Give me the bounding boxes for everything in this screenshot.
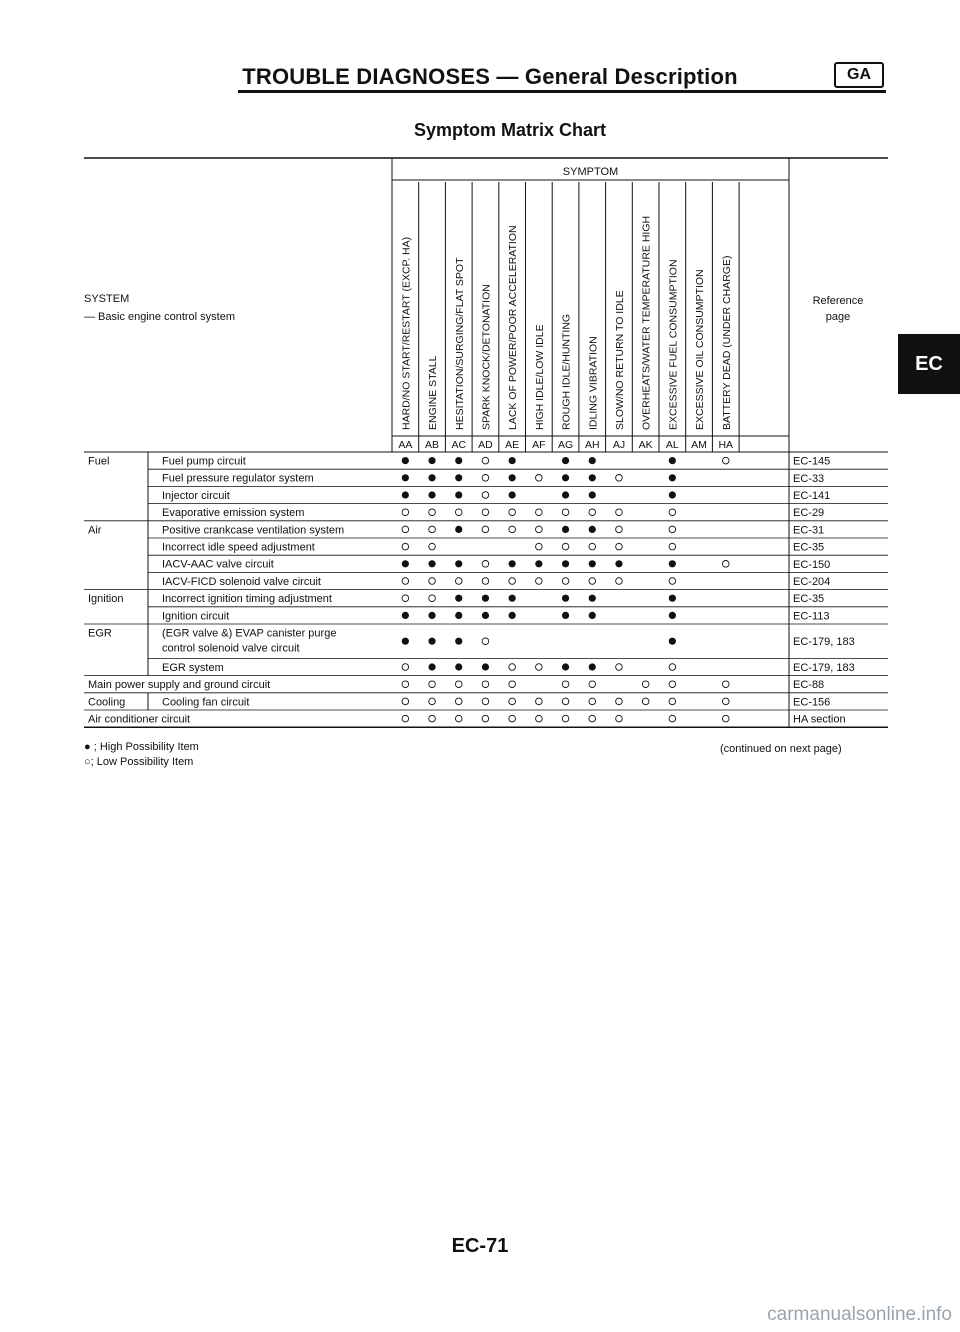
low-possibility-mark <box>562 698 569 705</box>
high-possibility-mark <box>669 612 676 619</box>
symptom-column-header: HIGH IDLE/LOW IDLE <box>533 324 546 430</box>
high-possibility-mark <box>455 612 462 619</box>
low-possibility-mark <box>482 681 489 688</box>
high-possibility-mark <box>509 491 516 498</box>
low-possibility-mark <box>562 543 569 550</box>
low-possibility-mark <box>482 715 489 722</box>
low-possibility-mark <box>722 457 729 464</box>
page-number: EC-71 <box>451 1235 509 1257</box>
symptom-code: AF <box>532 439 546 451</box>
low-possibility-mark <box>669 698 676 705</box>
high-possibility-mark <box>535 560 542 567</box>
high-possibility-mark <box>428 474 435 481</box>
high-possibility-mark <box>669 474 676 481</box>
legend-high-possibility: ● ; High Possibility Item <box>84 741 199 753</box>
low-possibility-mark <box>669 715 676 722</box>
low-possibility-mark <box>455 715 462 722</box>
low-possibility-mark <box>429 509 436 516</box>
low-possibility-mark <box>482 698 489 705</box>
reference-page: EC-141 <box>793 490 831 502</box>
low-possibility-mark <box>455 698 462 705</box>
high-possibility-mark <box>455 638 462 645</box>
low-possibility-mark <box>482 561 489 568</box>
high-possibility-mark <box>562 474 569 481</box>
low-possibility-mark <box>616 526 623 533</box>
system-group-label: Ignition <box>88 593 124 606</box>
system-item-label: (EGR valve &) EVAP canister purge <box>162 627 337 640</box>
low-possibility-mark <box>616 578 623 585</box>
low-possibility-mark <box>509 715 516 722</box>
high-possibility-mark <box>562 457 569 464</box>
low-possibility-mark <box>482 578 489 585</box>
low-possibility-mark <box>589 543 596 550</box>
low-possibility-mark <box>402 681 409 688</box>
system-item-label: Fuel pump circuit <box>162 455 246 468</box>
high-possibility-mark <box>402 491 409 498</box>
high-possibility-mark <box>482 595 489 602</box>
low-possibility-mark <box>402 664 409 671</box>
symptom-header: SYMPTOM <box>562 166 619 178</box>
low-possibility-mark <box>402 578 409 585</box>
system-item-label: control solenoid valve circuit <box>162 642 300 655</box>
low-possibility-mark <box>616 475 623 482</box>
low-possibility-mark <box>402 715 409 722</box>
high-possibility-mark <box>562 595 569 602</box>
low-possibility-mark <box>536 698 543 705</box>
symptom-code: AK <box>638 439 653 451</box>
low-possibility-mark <box>482 509 489 516</box>
page-header-title: TROUBLE DIAGNOSES — General Description <box>242 64 738 89</box>
system-group-label: EGR <box>88 627 112 640</box>
section-side-tab: EC <box>898 334 960 394</box>
system-item-label: IACV-AAC valve circuit <box>162 558 274 571</box>
low-possibility-mark <box>722 681 729 688</box>
symptom-column-header: ENGINE STALL <box>427 355 440 430</box>
low-possibility-mark <box>616 664 623 671</box>
high-possibility-mark <box>615 560 622 567</box>
high-possibility-mark <box>428 638 435 645</box>
low-possibility-mark <box>616 509 623 516</box>
symptom-column-header: LACK OF POWER/POOR ACCELERATION <box>507 225 520 430</box>
symptom-code: AA <box>398 439 413 451</box>
low-possibility-mark <box>669 526 676 533</box>
high-possibility-mark <box>509 612 516 619</box>
system-sublabel: — Basic engine control system <box>84 311 236 323</box>
system-item-label: Incorrect idle speed adjustment <box>162 541 315 554</box>
high-possibility-mark <box>402 612 409 619</box>
high-possibility-mark <box>402 474 409 481</box>
high-possibility-mark <box>589 595 596 602</box>
low-possibility-mark <box>562 715 569 722</box>
high-possibility-mark <box>428 612 435 619</box>
high-possibility-mark <box>428 491 435 498</box>
high-possibility-mark <box>669 491 676 498</box>
reference-page: EC-145 <box>793 455 831 468</box>
low-possibility-mark <box>669 578 676 585</box>
low-possibility-mark <box>536 664 543 671</box>
high-possibility-mark <box>455 595 462 602</box>
high-possibility-mark <box>562 491 569 498</box>
system-group-label: Air <box>88 524 102 537</box>
symptom-code: AG <box>557 439 574 451</box>
low-possibility-mark <box>402 595 409 602</box>
reference-page: EC-179, 183 <box>793 662 855 674</box>
high-possibility-mark <box>562 560 569 567</box>
low-possibility-mark <box>482 638 489 645</box>
low-possibility-mark <box>482 492 489 499</box>
reference-page: EC-35 <box>793 593 825 606</box>
low-possibility-mark <box>509 526 516 533</box>
high-possibility-mark <box>455 474 462 481</box>
high-possibility-mark <box>669 595 676 602</box>
symptom-code: AH <box>584 439 600 451</box>
high-possibility-mark <box>589 491 596 498</box>
low-possibility-mark <box>536 578 543 585</box>
continued-note: (continued on next page) <box>720 743 842 755</box>
chart-title: Symptom Matrix Chart <box>413 120 607 140</box>
system-item-label: Positive crankcase ventilation system <box>162 524 345 537</box>
low-possibility-mark <box>722 698 729 705</box>
low-possibility-mark <box>669 681 676 688</box>
high-possibility-mark <box>428 560 435 567</box>
reference-page: EC-150 <box>793 558 831 571</box>
low-possibility-mark <box>536 715 543 722</box>
low-possibility-mark <box>482 457 489 464</box>
low-possibility-mark <box>429 543 436 550</box>
system-group-label: Main power supply and ground circuit <box>88 679 271 692</box>
low-possibility-mark <box>509 509 516 516</box>
system-item-label: EGR system <box>162 661 224 674</box>
symptom-code: AC <box>451 439 467 451</box>
system-item-label: Injector circuit <box>162 489 230 502</box>
reference-page: EC-88 <box>793 679 825 692</box>
low-possibility-mark <box>616 715 623 722</box>
low-possibility-mark <box>589 509 596 516</box>
symptom-code: AM <box>691 439 707 451</box>
low-possibility-mark <box>562 681 569 688</box>
low-possibility-mark <box>509 698 516 705</box>
symptom-code: AB <box>425 439 440 451</box>
high-possibility-mark <box>589 474 596 481</box>
symptom-code: AD <box>478 439 493 451</box>
low-possibility-mark <box>642 698 649 705</box>
low-possibility-mark <box>536 526 543 533</box>
low-possibility-mark <box>455 681 462 688</box>
low-possibility-mark <box>402 698 409 705</box>
reference-page: EC-179, 183 <box>793 636 855 649</box>
high-possibility-mark <box>455 663 462 670</box>
reference-label-page: page <box>825 311 851 323</box>
symptom-column-header: EXCESSIVE FUEL CONSUMPTION <box>667 259 680 430</box>
high-possibility-mark <box>428 663 435 670</box>
low-possibility-mark <box>536 509 543 516</box>
low-possibility-mark <box>669 664 676 671</box>
low-possibility-mark <box>402 543 409 550</box>
system-item-label: Ignition circuit <box>162 610 230 623</box>
low-possibility-mark <box>722 561 729 568</box>
high-possibility-mark <box>509 457 516 464</box>
low-possibility-mark <box>669 543 676 550</box>
low-possibility-mark <box>722 715 729 722</box>
high-possibility-mark <box>669 457 676 464</box>
high-possibility-mark <box>428 457 435 464</box>
low-possibility-mark <box>616 698 623 705</box>
symptom-column-header: HARD/NO START/RESTART (EXCP. HA) <box>400 236 413 430</box>
symptom-column-header: EXCESSIVE OIL CONSUMPTION <box>694 269 707 430</box>
reference-page: EC-35 <box>793 541 825 554</box>
low-possibility-mark <box>616 543 623 550</box>
low-possibility-mark <box>429 698 436 705</box>
system-group-label: Fuel <box>88 455 110 468</box>
low-possibility-mark <box>429 681 436 688</box>
symptom-column-header: IDLING VIBRATION <box>587 336 600 430</box>
low-possibility-mark <box>589 715 596 722</box>
system-item-label: Incorrect ignition timing adjustment <box>162 593 332 606</box>
high-possibility-mark <box>455 526 462 533</box>
high-possibility-mark <box>509 474 516 481</box>
watermark: carmanualsonline.info <box>767 1304 952 1325</box>
symptom-column-header: BATTERY DEAD (UNDER CHARGE) <box>720 255 733 430</box>
symptom-code: AE <box>505 439 520 451</box>
high-possibility-mark <box>509 560 516 567</box>
legend <box>84 740 199 770</box>
low-possibility-mark <box>429 578 436 585</box>
high-possibility-mark <box>589 612 596 619</box>
system-item-label: Fuel pressure regulator system <box>162 472 314 485</box>
high-possibility-mark <box>589 457 596 464</box>
reference-page: EC-204 <box>793 576 831 588</box>
low-possibility-mark <box>429 715 436 722</box>
high-possibility-mark <box>669 560 676 567</box>
reference-page: HA section <box>793 713 846 726</box>
legend-low-possibility: ○; Low Possibility Item <box>84 756 194 768</box>
high-possibility-mark <box>562 612 569 619</box>
low-possibility-mark <box>562 509 569 516</box>
symptom-column-header: SLOW/NO RETURN TO IDLE <box>613 290 626 430</box>
low-possibility-mark <box>589 578 596 585</box>
reference-page: EC-156 <box>793 696 831 709</box>
low-possibility-mark <box>509 578 516 585</box>
reference-page: EC-33 <box>793 472 825 485</box>
high-possibility-mark <box>482 612 489 619</box>
high-possibility-mark <box>402 638 409 645</box>
low-possibility-mark <box>455 509 462 516</box>
low-possibility-mark <box>669 509 676 516</box>
symptom-column-header: ROUGH IDLE/HUNTING <box>560 313 573 430</box>
symptom-column-header: SPARK KNOCK/DETONATION <box>480 284 493 430</box>
low-possibility-mark <box>562 578 569 585</box>
reference-page: EC-113 <box>793 610 830 623</box>
low-possibility-mark <box>642 681 649 688</box>
system-label: SYSTEM <box>84 293 130 305</box>
low-possibility-mark <box>482 526 489 533</box>
symptom-code: AL <box>665 439 679 451</box>
low-possibility-mark <box>589 681 596 688</box>
high-possibility-mark <box>669 638 676 645</box>
high-possibility-mark <box>455 491 462 498</box>
low-possibility-mark <box>429 595 436 602</box>
low-possibility-mark <box>402 526 409 533</box>
low-possibility-mark <box>536 543 543 550</box>
reference-page: EC-29 <box>793 507 825 520</box>
high-possibility-mark <box>402 560 409 567</box>
reference-label: Reference <box>812 295 864 307</box>
high-possibility-mark <box>562 526 569 533</box>
reference-page: EC-31 <box>793 524 825 537</box>
symptom-code: AJ <box>612 439 626 451</box>
low-possibility-mark <box>455 578 462 585</box>
system-group-label: Air conditioner circuit <box>88 713 191 726</box>
system-item-label: IACV-FICD solenoid valve circuit <box>162 575 321 588</box>
low-possibility-mark <box>429 526 436 533</box>
high-possibility-mark <box>455 560 462 567</box>
symptom-code: HA <box>718 439 734 451</box>
high-possibility-mark <box>402 457 409 464</box>
low-possibility-mark <box>509 664 516 671</box>
high-possibility-mark <box>589 560 596 567</box>
high-possibility-mark <box>482 663 489 670</box>
high-possibility-mark <box>562 663 569 670</box>
high-possibility-mark <box>589 663 596 670</box>
section-badge: GA <box>834 62 884 88</box>
low-possibility-mark <box>589 698 596 705</box>
low-possibility-mark <box>536 475 543 482</box>
system-item-label: Evaporative emission system <box>162 507 305 520</box>
high-possibility-mark <box>589 526 596 533</box>
symptom-column-header: OVERHEATS/WATER TEMPERATURE HIGH <box>640 215 653 430</box>
low-possibility-mark <box>482 475 489 482</box>
system-item-label: Cooling fan circuit <box>162 696 250 709</box>
system-group-label: Cooling <box>88 696 126 709</box>
high-possibility-mark <box>509 595 516 602</box>
low-possibility-mark <box>402 509 409 516</box>
low-possibility-mark <box>509 681 516 688</box>
high-possibility-mark <box>455 457 462 464</box>
symptom-column-header: HESITATION/SURGING/FLAT SPOT <box>453 257 466 430</box>
